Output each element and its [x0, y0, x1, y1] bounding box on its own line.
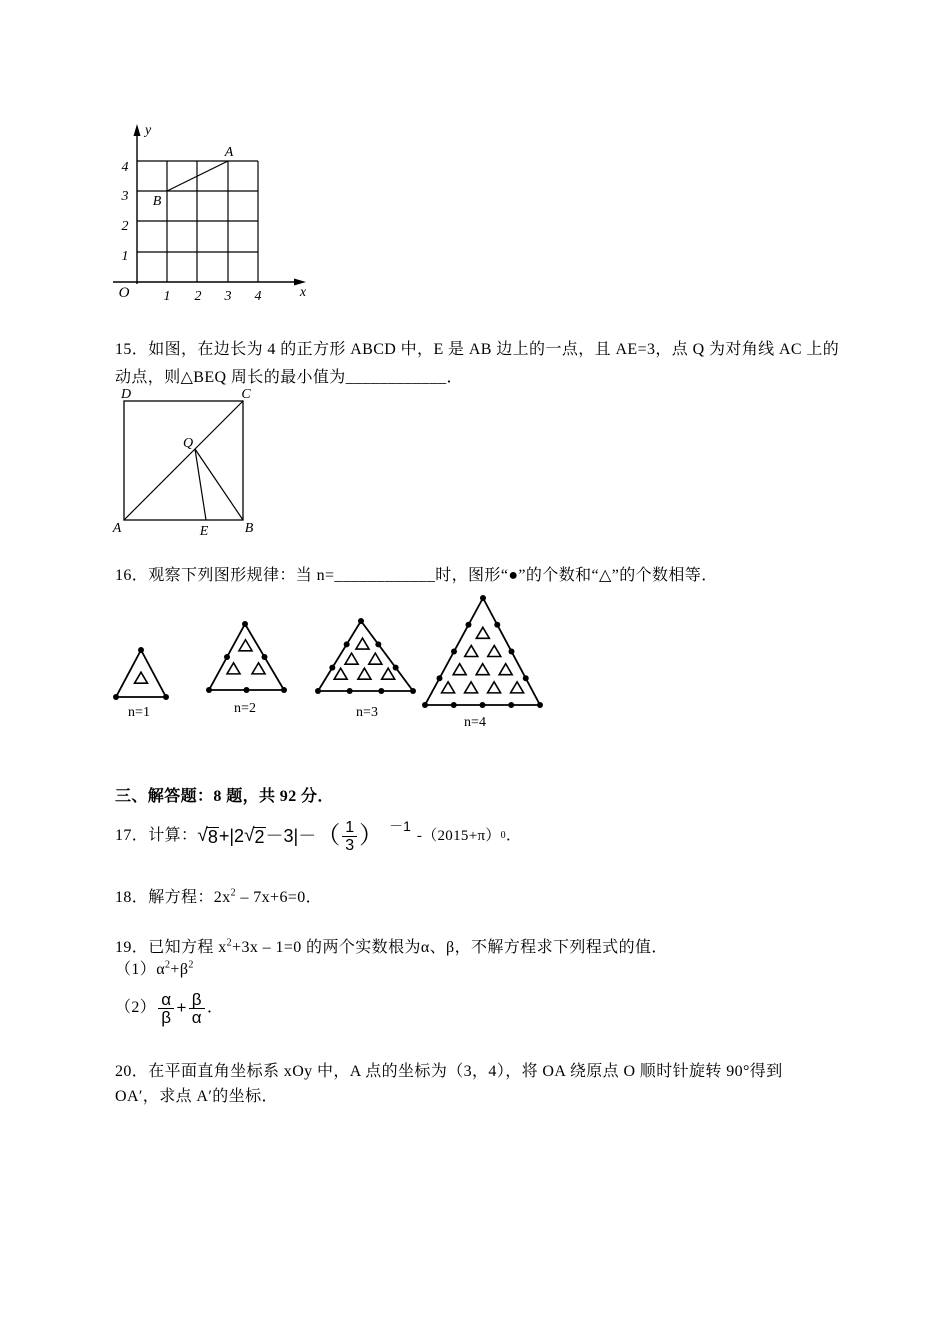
- point-c-label: C: [241, 387, 251, 402]
- outer-triangle: [318, 621, 413, 691]
- fraction-numerator: α: [158, 991, 174, 1009]
- triangle-mark: [239, 640, 252, 651]
- point-d-label: D: [120, 387, 132, 402]
- triangle-mark: [499, 664, 512, 675]
- radical-sign: √: [197, 825, 208, 846]
- pattern-figure-1: [113, 647, 169, 720]
- question-15-line-2: 动点，则△BEQ 周长的最小值为____________．: [115, 369, 463, 386]
- radicand: 2: [254, 826, 265, 847]
- dot-mark: [329, 665, 335, 671]
- q17-fraction: [342, 819, 357, 854]
- dot-mark: [523, 675, 529, 681]
- q19-fraction-2: [189, 991, 205, 1026]
- segment-qb: [195, 449, 243, 520]
- point-e-label: E: [199, 524, 209, 539]
- fraction-numerator: β: [189, 991, 205, 1009]
- x-tick-label: 3: [224, 289, 232, 304]
- dot-mark: [358, 618, 364, 624]
- question-19: [115, 938, 668, 958]
- dot-mark: [494, 622, 500, 628]
- dot-mark: [138, 647, 144, 653]
- q17-paren-close: ）: [359, 822, 384, 849]
- question-19-part-2: [115, 989, 223, 1027]
- dot-mark: [410, 688, 416, 694]
- q17-label: 17．计算：: [115, 827, 198, 844]
- triangle-mark: [488, 682, 501, 693]
- q19-before: 19．已知方程 x: [115, 939, 227, 956]
- triangle-mark: [334, 668, 347, 679]
- dot-mark: [422, 702, 428, 708]
- triangle-mark: [135, 672, 148, 683]
- q19-plus: +: [176, 998, 187, 1017]
- triangle-mark: [356, 638, 369, 649]
- radicand: 8: [207, 826, 218, 847]
- point-b-label: B: [152, 194, 162, 209]
- x-tick-label: 1: [163, 289, 171, 304]
- q17-end: ．: [506, 828, 522, 844]
- q17-abs-close: －3|－: [265, 826, 317, 846]
- dot-mark: [508, 702, 514, 708]
- q19-part1-label: （1）α: [115, 961, 165, 978]
- pattern-figure-3: [315, 618, 416, 720]
- dot-mark: [437, 675, 443, 681]
- triangle-pattern-figure: [105, 590, 550, 732]
- point-a-label: A: [112, 521, 122, 536]
- section-3-title: 三、解答题：8 题，共 92 分．: [115, 788, 334, 805]
- pattern-label: n=2: [234, 701, 256, 716]
- dot-mark: [393, 665, 399, 671]
- dot-mark: [113, 694, 119, 700]
- triangle-mark: [227, 663, 240, 674]
- y-axis-label: y: [145, 123, 152, 138]
- question-17: 17．计算： √ 8 +|2 √ 2 －3|－ （ $\frac{1}{3}$ ） －1 -（2015+π） 0 ．: [115, 817, 521, 855]
- origin-label: O: [118, 285, 130, 301]
- x-tick-label: 4: [254, 289, 262, 304]
- fraction-numerator: 1: [342, 819, 357, 837]
- y-axis-arrow-icon: [134, 124, 141, 136]
- coordinate-grid-figure: [100, 115, 320, 310]
- q19-part1-mid: +β: [170, 961, 189, 978]
- q17-abs-open: +|2: [218, 826, 245, 846]
- dot-mark: [451, 649, 457, 655]
- dot-mark: [378, 688, 384, 694]
- triangle-mark: [369, 653, 382, 664]
- triangle-mark: [345, 653, 358, 664]
- pattern-label: n=3: [356, 705, 378, 720]
- question-15-line-1: 15．如图，在边长为 4 的正方形 ABCD 中，E 是 AB 边上的一点，且 AE=3，点 Q 为对角线 AC 上的: [115, 341, 840, 358]
- y-tick-label: 2: [121, 219, 129, 234]
- triangle-mark: [488, 646, 501, 657]
- question-20-line-2: OA′，求点 A′的坐标．: [115, 1088, 278, 1105]
- dot-mark: [281, 687, 287, 693]
- question-16: 16．观察下列图形规律：当 n=____________时，图形“●”的个数和“△”的个数相等．: [115, 567, 718, 584]
- dot-mark: [244, 687, 250, 693]
- triangle-mark: [465, 682, 478, 693]
- point-b-label: B: [244, 521, 254, 536]
- triangle-mark: [476, 664, 489, 675]
- segment-qe: [195, 449, 206, 520]
- dot-mark: [224, 654, 230, 660]
- outer-triangle: [425, 598, 540, 705]
- dot-mark: [262, 654, 268, 660]
- dot-mark: [509, 649, 515, 655]
- triangle-mark: [442, 682, 455, 693]
- dot-mark: [451, 702, 457, 708]
- point-q-label: Q: [182, 436, 194, 451]
- triangle-mark: [382, 668, 395, 679]
- pattern-figure-2: [206, 621, 287, 716]
- dot-mark: [163, 694, 169, 700]
- triangle-mark: [476, 627, 489, 638]
- diagonal-ac: [124, 401, 243, 520]
- q19-part1-exp: 2: [188, 960, 194, 971]
- pattern-figure-4: [422, 595, 543, 730]
- y-tick-label: 4: [121, 160, 129, 175]
- question-18: [115, 888, 322, 908]
- y-tick-label: 1: [121, 249, 129, 264]
- triangle-mark: [465, 646, 478, 657]
- q17-tail: -（2015+π）: [416, 828, 501, 844]
- dot-mark: [480, 595, 486, 601]
- q19-after: +3x – 1=0 的两个实数根为α、β，不解方程求下列程式的值．: [232, 939, 668, 956]
- question-19-part-1: [115, 960, 194, 980]
- triangle-mark: [252, 663, 265, 674]
- dot-mark: [206, 687, 212, 693]
- outer-triangle: [209, 624, 284, 690]
- triangle-mark: [453, 664, 466, 675]
- q19-exponent: 2: [226, 938, 233, 949]
- q19-part2-end: ．: [207, 999, 224, 1016]
- q18-before: 18．解方程：2x: [115, 889, 231, 906]
- x-tick-label: 2: [194, 289, 202, 304]
- fraction-denominator: β: [161, 1007, 172, 1027]
- dot-mark: [344, 641, 350, 647]
- q18-after: – 7x+6=0．: [236, 889, 323, 906]
- q19-part2-label: （2）: [115, 999, 157, 1016]
- x-axis-label: x: [299, 285, 307, 300]
- q19-fraction-1: [158, 991, 174, 1026]
- triangle-mark: [358, 668, 371, 679]
- point-a-label: A: [224, 145, 234, 160]
- dot-mark: [480, 702, 486, 708]
- q17-paren-open: （: [316, 822, 341, 849]
- dot-mark: [242, 621, 248, 627]
- pattern-label: n=1: [128, 705, 150, 720]
- dot-mark: [347, 688, 353, 694]
- dot-mark: [466, 622, 472, 628]
- radical-sign: √: [244, 825, 255, 846]
- question-20-line-1: 20．在平面直角坐标系 xOy 中，A 点的坐标为（3，4），将 OA 绕原点 O 顺时针旋转 90°得到: [115, 1063, 783, 1080]
- q17-exponent: －1: [389, 818, 411, 834]
- pattern-label: n=4: [464, 715, 486, 730]
- dot-mark: [375, 641, 381, 647]
- q18-exponent: 2: [230, 888, 237, 899]
- y-tick-label: 3: [121, 189, 129, 204]
- fraction-denominator: 3: [345, 836, 355, 854]
- fraction-denominator: α: [191, 1007, 202, 1027]
- q19-part1-exp: 2: [164, 960, 171, 971]
- square-figure: [108, 384, 263, 540]
- dot-mark: [315, 688, 321, 694]
- q17-expression: [197, 817, 417, 855]
- triangle-mark: [511, 682, 524, 693]
- dot-mark: [537, 702, 543, 708]
